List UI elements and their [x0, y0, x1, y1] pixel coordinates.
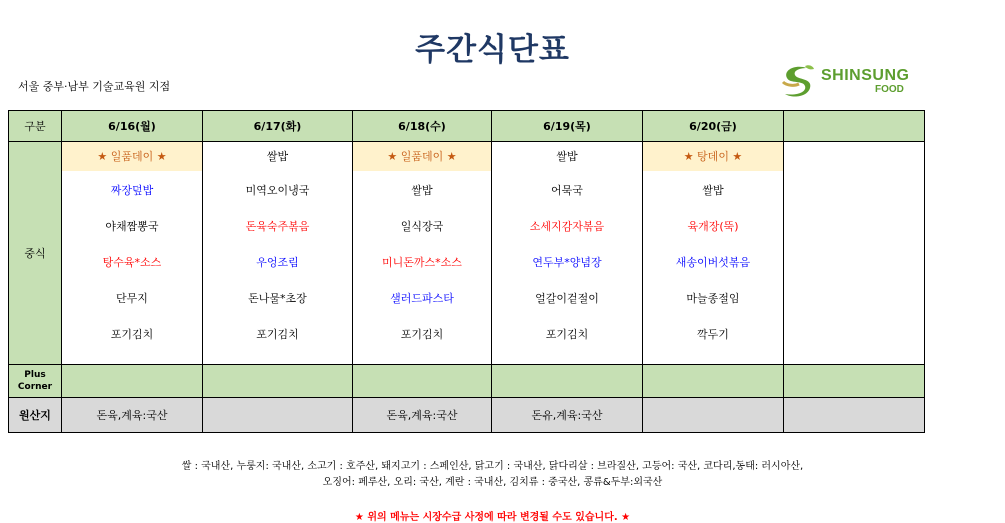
origin-cell	[643, 398, 784, 433]
plus-corner-cell	[203, 365, 353, 398]
header-row	[9, 111, 925, 142]
shinsung-food-logo	[777, 62, 917, 102]
menu-item: 얼갈이겉절이	[535, 292, 599, 305]
menu-item: 돈육숙주볶음	[245, 220, 310, 233]
footnote-line-2: 오징어: 페루산, 오리: 국산, 계란 : 국내산, 김치류 : 중국산, 콩류&두부:외국산	[322, 477, 663, 488]
menu-item: 포기김치	[400, 328, 444, 341]
change-notice: ★ 위의 메뉴는 시장수급 사정에 따라 변경될 수도 있습니다. ★	[354, 512, 631, 523]
plus-corner-cell	[492, 365, 643, 398]
menu-item: 쌀밥	[411, 184, 433, 197]
plus-corner-cell	[353, 365, 492, 398]
footnote-line-1: 쌀 : 국내산, 누룽지: 국내산, 소고기 : 호주산, 돼지고기 : 스페인산, 닭고기 : 국내산, 닭다리살 : 브라질산, 고등어: 국산, 코다리,동태: 러시아산,	[181, 461, 804, 472]
menu-item: 야채짬뽕국	[105, 220, 159, 233]
menu-item: 쌀밥	[556, 150, 578, 163]
menu-item: 포기김치	[110, 328, 154, 341]
plus-label-line1: Plus	[24, 370, 46, 380]
plus-corner-label	[9, 365, 62, 398]
menu-item: 소세지감자볶음	[529, 220, 605, 233]
menu-item: ★ 일품데이 ★	[62, 142, 202, 171]
day-header: 6/16(월)	[62, 111, 203, 142]
menu-item: 우엉조림	[256, 256, 299, 269]
origin-cell: 돈육,계육:국산	[353, 398, 492, 433]
menu-item: 짜장덮밥	[110, 184, 154, 197]
origin-cell	[203, 398, 353, 433]
plus-corner-cell	[62, 365, 203, 398]
menu-item: 단무지	[116, 292, 148, 305]
logo-brand: SHINSUNG	[821, 67, 910, 84]
origin-footnote	[0, 459, 985, 491]
day-header	[784, 111, 925, 142]
menu-item: 육개장(뚝)	[687, 220, 739, 233]
category-header: 구분	[9, 111, 62, 142]
menu-item: 어묵국	[551, 184, 583, 197]
logo-leaf-icon	[777, 62, 817, 100]
menu-item: ★ 일품데이 ★	[353, 142, 491, 171]
origin-cell	[784, 398, 925, 433]
weekly-menu-table	[8, 110, 925, 433]
menu-item: 탕수육*소스	[102, 256, 162, 269]
origin-label: 원산지	[9, 398, 62, 433]
day-header: 6/17(화)	[203, 111, 353, 142]
menu-item: 쌀밥	[266, 150, 289, 163]
menu-item: 깍두기	[697, 328, 729, 341]
menu-item: 일식장국	[400, 220, 444, 233]
menu-item: 미니돈까스*소스	[382, 256, 462, 269]
plus-label-line2: Corner	[17, 382, 53, 392]
menu-item: ★ 탕데이 ★	[643, 142, 783, 171]
branch-name: 서울 중부·남부 기술교육원 지점	[18, 80, 171, 93]
menu-item: 마늘종절임	[686, 292, 740, 305]
origin-cell: 돈육,계육:국산	[62, 398, 203, 433]
logo-sub: FOOD	[875, 84, 904, 95]
day-menu-cell	[203, 142, 353, 365]
menu-item: 돈나물*초장	[248, 292, 307, 305]
lunch-row	[9, 142, 925, 365]
plus-corner-cell	[643, 365, 784, 398]
day-menu-cell	[353, 142, 492, 365]
menu-item: 포기김치	[256, 328, 299, 341]
lunch-label: 중식	[9, 142, 62, 365]
day-header: 6/19(목)	[492, 111, 643, 142]
plus-corner-row	[9, 365, 925, 398]
day-menu-cell	[62, 142, 203, 365]
plus-corner-cell	[784, 365, 925, 398]
origin-row	[9, 398, 925, 433]
menu-item: 포기김치	[545, 328, 589, 341]
menu-item: 샐러드파스타	[390, 292, 454, 305]
day-menu-cell	[492, 142, 643, 365]
day-header: 6/18(수)	[353, 111, 492, 142]
day-menu-cell	[643, 142, 784, 365]
menu-item: 연두부*양념장	[532, 256, 602, 269]
menu-item: 미역오이냉국	[245, 184, 310, 197]
menu-item: 새송이버섯볶음	[675, 256, 751, 269]
day-header: 6/20(금)	[643, 111, 784, 142]
page-title: 주간식단표	[415, 32, 570, 68]
day-menu-cell	[784, 142, 925, 365]
origin-cell: 돈유,계육:국산	[492, 398, 643, 433]
menu-item: 쌀밥	[702, 184, 724, 197]
